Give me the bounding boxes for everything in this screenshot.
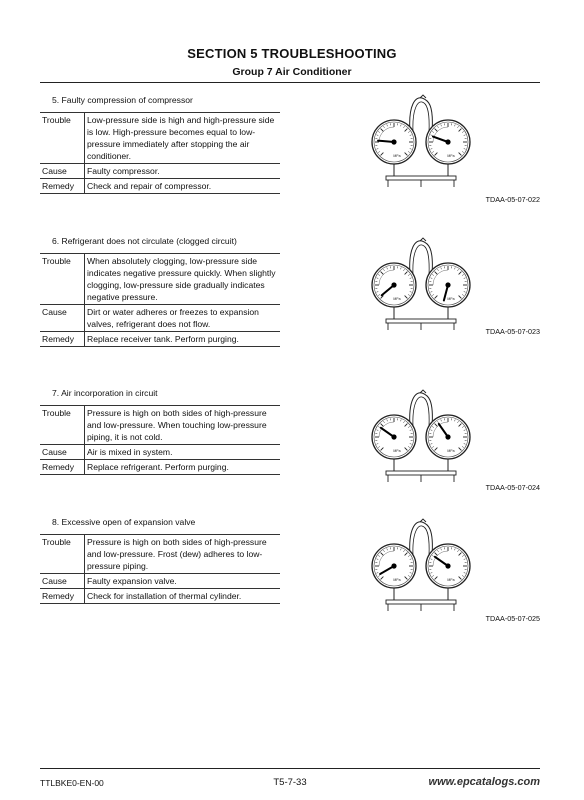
gauge-unit-label: MPa (393, 578, 401, 582)
table-row (40, 460, 280, 475)
row-text: When absolutely clogging, low-pressure side indicates negative pressure quickly. When slightly clogging, low-pressure side gradually indicates negative pressure. (85, 254, 281, 305)
footer-watermark: www.epcatalogs.com (428, 776, 540, 788)
row-text: Faulty expansion valve. (85, 574, 281, 589)
row-text: Replace refrigerant. Perform purging. (85, 460, 281, 475)
header-rule (40, 82, 540, 83)
gauge-unit-label: MPa (393, 154, 401, 158)
table-row (40, 535, 280, 574)
table-row (40, 254, 280, 305)
figure-code: TDAA-05-07-023 (485, 327, 540, 336)
high-pressure-gauge (426, 415, 470, 459)
row-text: Pressure is high on both sides of high-pressure and low-pressure. When touching low-pressure piping, it is not cold. (85, 406, 281, 445)
manifold-gauge-figure (366, 518, 476, 612)
table-row (40, 164, 280, 179)
row-label: Trouble (40, 406, 85, 445)
footer-doc-code: TTLBKE0-EN-00 (40, 778, 104, 788)
gauge-unit-label: MPa (447, 449, 455, 453)
high-pressure-gauge (426, 263, 470, 307)
row-label: Cause (40, 574, 85, 589)
manifold-gauge-figure (366, 389, 476, 483)
row-text: Faulty compressor. (85, 164, 281, 179)
troubleshooting-table (40, 405, 280, 475)
row-text: Pressure is high on both sides of high-pressure and low-pressure. Frost (dew) adheres to low-pressure piping. (85, 535, 281, 574)
row-label: Remedy (40, 179, 85, 194)
manifold-gauge-figure (366, 237, 476, 331)
row-label: Trouble (40, 535, 85, 574)
figure-code: TDAA-05-07-024 (485, 483, 540, 492)
row-text: Check and repair of compressor. (85, 179, 281, 194)
section-title: SECTION 5 TROUBLESHOOTING (187, 46, 397, 61)
row-label: Remedy (40, 589, 85, 604)
row-label: Remedy (40, 460, 85, 475)
table-row (40, 574, 280, 589)
table-row (40, 113, 280, 164)
troubleshooting-table (40, 534, 280, 604)
row-label: Trouble (40, 113, 85, 164)
gauge-unit-label: MPa (447, 578, 455, 582)
item-heading: 5. Faulty compression of compressor (52, 95, 193, 105)
figure-code: TDAA-05-07-025 (485, 614, 540, 623)
row-label: Cause (40, 305, 85, 332)
table-row (40, 332, 280, 347)
table-row (40, 406, 280, 445)
low-pressure-gauge (372, 544, 416, 588)
high-pressure-gauge (426, 120, 470, 164)
figure-code: TDAA-05-07-022 (485, 195, 540, 204)
footer-rule (40, 768, 540, 769)
row-label: Remedy (40, 332, 85, 347)
low-pressure-gauge (372, 263, 416, 307)
troubleshooting-item (40, 92, 540, 212)
item-heading: 7. Air incorporation in circuit (52, 388, 158, 398)
manifold-gauge-figure (366, 94, 476, 188)
row-label: Trouble (40, 254, 85, 305)
row-text: Replace receiver tank. Perform purging. (85, 332, 281, 347)
row-label: Cause (40, 164, 85, 179)
troubleshooting-table (40, 112, 280, 194)
table-row (40, 445, 280, 460)
low-pressure-gauge (372, 120, 416, 164)
footer-page-number: T5-7-33 (273, 777, 307, 788)
row-text: Check for installation of thermal cylinder. (85, 589, 281, 604)
troubleshooting-table (40, 253, 280, 347)
troubleshooting-item (40, 233, 540, 353)
table-row (40, 179, 280, 194)
high-pressure-gauge (426, 544, 470, 588)
troubleshooting-item (40, 385, 540, 505)
row-label: Cause (40, 445, 85, 460)
table-row (40, 589, 280, 604)
gauge-unit-label: MPa (393, 449, 401, 453)
group-title: Group 7 Air Conditioner (232, 66, 352, 78)
item-heading: 8. Excessive open of expansion valve (52, 517, 196, 527)
table-row (40, 305, 280, 332)
row-text: Low-pressure side is high and high-pressure side is low. High-pressure becomes equal to low-pressure immediately after stopping the air conditioner. (85, 113, 281, 164)
gauge-unit-label: MPa (447, 154, 455, 158)
item-heading: 6. Refrigerant does not circulate (clogged circuit) (52, 236, 237, 246)
row-text: Air is mixed in system. (85, 445, 281, 460)
low-pressure-gauge (372, 415, 416, 459)
row-text: Dirt or water adheres or freezes to expansion valves, refrigerant does not flow. (85, 305, 281, 332)
gauge-unit-label: MPa (447, 297, 455, 301)
troubleshooting-item (40, 514, 540, 634)
gauge-unit-label: MPa (393, 297, 401, 301)
